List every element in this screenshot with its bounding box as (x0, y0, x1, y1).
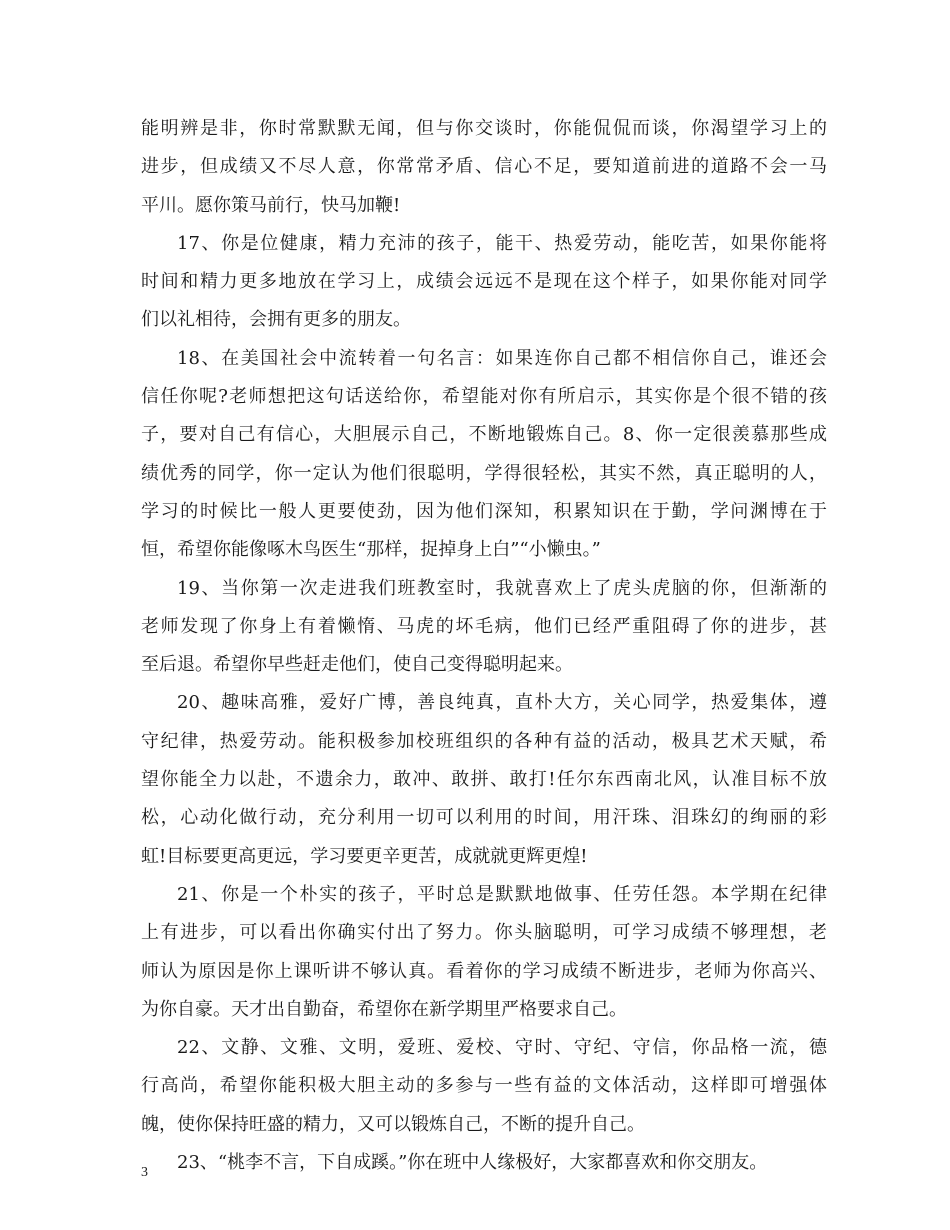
text-line: 至后退。希望你早些赶走他们，使自己变得聪明起来。 (141, 654, 573, 676)
paragraph-23 (141, 1144, 827, 1182)
paragraph-19 (141, 570, 827, 685)
paragraph-20 (141, 684, 827, 875)
text-line: 松，心动化做行动，充分利用一切可以利用的时间，用汗珠、泪珠幻的绚丽的彩 (141, 807, 827, 829)
text-line: 子，要对自己有信心，大胆展示自己，不断地锻炼自己。8、你一定很羡慕那些成 (141, 424, 827, 446)
text-line: 上有进步，可以看出你确实付出了努力。你头脑聪明，可学习成绩不够理想，老 (141, 922, 827, 944)
text-line: 平川。愿你策马前行，快马加鞭! (141, 194, 401, 216)
paragraph-21 (141, 876, 827, 1029)
page-number: 3 (141, 1165, 148, 1180)
text-line: 信任你呢?老师想把这句话送给你，希望能对你有所启示，其实你是个很不错的孩 (141, 386, 827, 408)
document-body (141, 110, 827, 1182)
text-line: 恒，希望你能像啄木鸟医生“那样，捉掉身上白”“小懒虫。” (141, 539, 601, 561)
text-line: 能明辨是非，你时常默默无闻，但与你交谈时，你能侃侃而谈，你渴望学习上的 (141, 118, 827, 139)
text-line: 行高尚，希望你能积极大胆主动的多参与一些有益的文体活动，这样即可增强体 (141, 1075, 827, 1097)
text-line: 师认为原因是你上课听讲不够认真。看着你的学习成绩不断进步，老师为你高兴、 (141, 960, 827, 982)
text-line: 老师发现了你身上有着懒惰、马虎的坏毛病，他们已经严重阻碍了你的进步，甚 (141, 615, 827, 637)
paragraph-18 (141, 340, 827, 570)
paragraph-17 (141, 225, 827, 340)
text-line: 绩优秀的同学，你一定认为他们很聪明，学得很轻松，其实不然，真正聪明的人， (141, 462, 827, 484)
text-line: 20、趣味高雅，爱好广博，善良纯真，直朴大方，关心同学，热爱集体，遵 (177, 692, 827, 714)
text-line: 21、你是一个朴实的孩子，平时总是默默地做事、任劳任怨。本学期在纪律 (177, 883, 827, 905)
text-line: 们以礼相待，会拥有更多的朋友。 (141, 309, 411, 331)
text-line: 19、当你第一次走进我们班教室时，我就喜欢上了虎头虎脑的你，但渐渐的 (177, 577, 827, 599)
text-line: 魄，使你保持旺盛的精力，又可以锻炼自己，不断的提升自己。 (141, 1113, 645, 1135)
paragraph-continued (141, 110, 827, 225)
text-line: 学习的时候比一般人更要使劲，因为他们深知，积累知识在于勤，学问渊博在于 (141, 500, 827, 522)
text-line: 为你自豪。天才出自勤奋，希望你在新学期里严格要求自己。 (141, 998, 627, 1020)
text-line: 望你能全力以赴，不遗余力，敢冲、敢拼、敢打!任尔东西南北风，认准目标不放 (141, 769, 827, 791)
paragraph-22 (141, 1029, 827, 1144)
text-line: 虹!目标要更高更远，学习要更辛更苦，成就就更辉更煌! (141, 845, 588, 867)
text-line: 23、“桃李不言，下自成蹊。”你在班中人缘极好，大家都喜欢和你交朋友。 (177, 1152, 768, 1174)
text-line: 17、你是位健康，精力充沛的孩子，能干、热爱劳动，能吃苦，如果你能将 (177, 232, 827, 254)
text-line: 18、在美国社会中流转着一句名言：如果连你自己都不相信你自己，谁还会 (177, 347, 827, 369)
text-line: 22、文静、文雅、文明，爱班、爱校、守时、守纪、守信，你品格一流，德 (177, 1037, 827, 1059)
text-line: 进步，但成绩又不尽人意，你常常矛盾、信心不足，要知道前进的道路不会一马 (141, 156, 827, 178)
text-line: 时间和精力更多地放在学习上，成绩会远远不是现在这个样子，如果你能对同学 (141, 271, 827, 293)
text-line: 守纪律，热爱劳动。能积极参加校班组织的各种有益的活动，极具艺术天赋，希 (141, 730, 827, 752)
